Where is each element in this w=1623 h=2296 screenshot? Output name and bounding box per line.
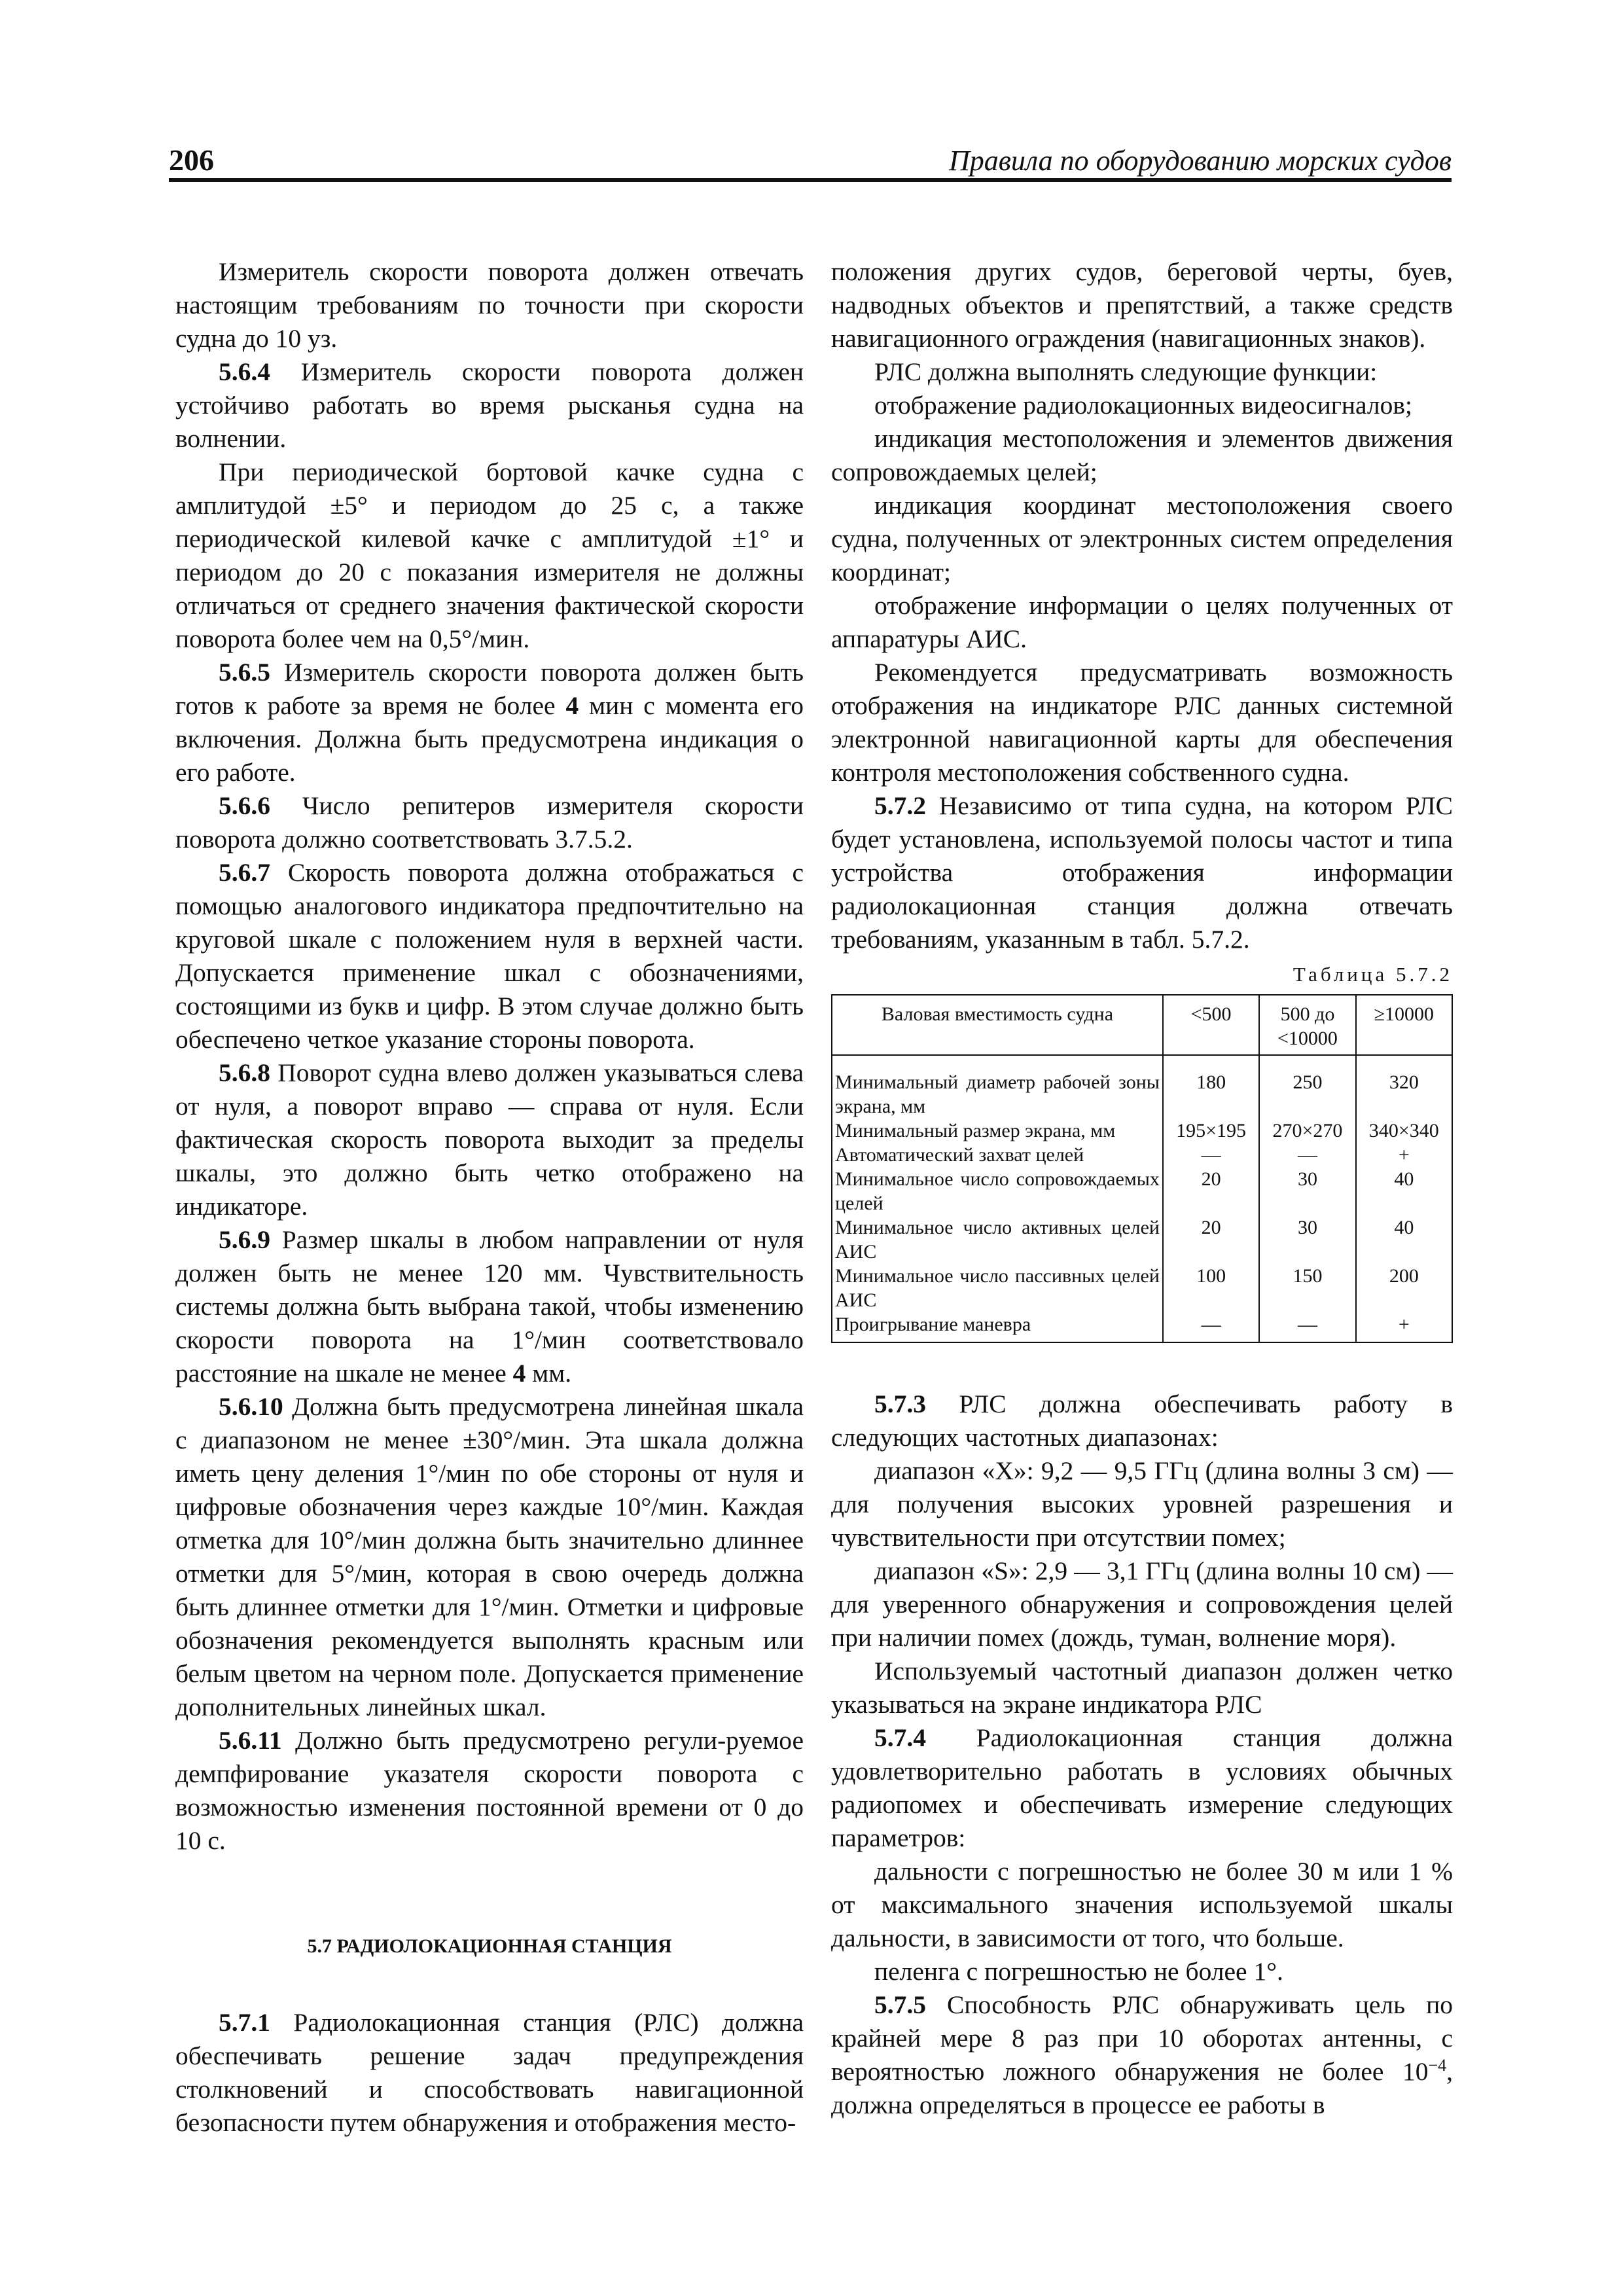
paragraph-text: Радиолокационная станция должна удовлетворительно работать в условиях обычных радиопомех и обеспечивать измерение следующих параметров:	[831, 1723, 1453, 1852]
list-item: отображение информации о целях полученных от аппаратуры АИС.	[831, 591, 1453, 653]
table-header-cell: ≥10000	[1356, 995, 1452, 1055]
list-item: диапазон «X»: 9,2 — 9,5 ГГц (длина волны 3 см) — для получения высоких уровней разрешения и чувствительности при отсутствии помех;	[831, 1456, 1453, 1552]
paragraph: Используемый частотный диапазон должен четко указываться на экране индикатора РЛС	[831, 1657, 1453, 1719]
paragraph-text: , должна определяться в процессе ее работы в	[831, 2057, 1453, 2119]
paragraph	[175, 856, 804, 1056]
table-row	[832, 1264, 1452, 1312]
list-item: диапазон «S»: 2,9 — 3,1 ГГц (длина волны 10 см) — для уверенного обнаружения и сопровождения целей при наличии помех (дождь, туман, волнение моря).	[831, 1556, 1453, 1652]
paragraph-text: Скорость поворота должна отображаться с помощью аналогового индикатора предпочтительно на круговой шкале с положением нуля в верхней части. Допускается применение шкал с обозначениями, состоящими из букв и цифр. В этом случае должно быть обеспечено четкое указание стороны поворота.	[175, 858, 804, 1054]
paragraph-text: Поворот судна влево должен указываться слева от нуля, а поворот вправо — справа от нуля. Если фактическая скорость поворота выходит за пределы шкалы, это должно быть четко отображено на индикаторе.	[175, 1058, 804, 1221]
paragraph-text: Измеритель скорости поворота должен устойчиво работать во время рысканья судна на волнении.	[175, 357, 804, 453]
table-cell: 250	[1259, 1055, 1355, 1119]
paragraph-text: Число репитеров измерителя скорости поворота должно соответствовать 3.7.5.2.	[175, 791, 804, 853]
paragraph	[831, 1388, 1453, 1454]
table-cell: 320	[1356, 1055, 1452, 1119]
clause-number: 5.6.6	[219, 791, 270, 820]
paragraph-text: Независимо от типа судна, на котором РЛС будет установлена, используемой полосы частот и типа устройства отображения информации радиолокационная станция должна отвечать требованиям, указанным в табл. 5.7.2.	[831, 791, 1453, 954]
paragraph	[175, 1724, 804, 1857]
paragraph: РЛС должна выполнять следующие функции:	[874, 357, 1378, 386]
clause-number: 5.6.11	[219, 1726, 282, 1755]
list-item: пеленга с погрешностью не более 1°.	[874, 1957, 1283, 1986]
section-title: 5.7 РАДИОЛОКАЦИОННАЯ СТАНЦИЯ	[307, 1935, 672, 1957]
clause-number: 5.7.4	[874, 1723, 926, 1752]
table-cell: —	[1163, 1312, 1259, 1342]
paragraph	[175, 1223, 804, 1390]
clause-number: 5.6.7	[219, 858, 270, 887]
table-cell: 20	[1163, 1167, 1259, 1215]
paragraph	[175, 656, 804, 789]
table-cell: 195×195	[1163, 1119, 1259, 1143]
paragraph-text: Должно быть предусмотрено регули-руемое демпфирование указателя скорости поворота с возможностью изменения постоянной времени от 0 до 10 с.	[175, 1726, 804, 1855]
clause-number: 5.7.3	[874, 1390, 926, 1418]
table-row	[832, 1055, 1452, 1119]
list-item: индикация координат местоположения своего судна, полученных от электронных систем определения координат;	[831, 491, 1453, 586]
table-header-cell: <500	[1163, 995, 1259, 1055]
paragraph: Измеритель скорости поворота должен отвечать настоящим требованиям по точности при скорости судна до 10 уз.	[175, 257, 804, 353]
table-cell: —	[1259, 1312, 1355, 1342]
table-row	[832, 1215, 1452, 1264]
paragraph-text: мм.	[526, 1359, 572, 1388]
table-cell: —	[1259, 1143, 1355, 1167]
clause-number: 5.7.5	[874, 1990, 926, 2019]
clause-number: 5.6.10	[219, 1392, 283, 1421]
clause-number: 5.7.2	[874, 791, 926, 820]
bold-value: 4	[512, 1359, 526, 1388]
table-row	[832, 1167, 1452, 1215]
table-cell: 30	[1259, 1215, 1355, 1264]
table-row	[832, 1312, 1452, 1342]
table-cell: Проигрывание маневра	[832, 1312, 1163, 1342]
paragraph	[175, 789, 804, 856]
table-cell: +	[1356, 1143, 1452, 1167]
list-item: дальности с погрешностью не более 30 м или 1 % от максимального значения используемой шкалы дальности, в зависимости от того, что больше.	[831, 1857, 1453, 1952]
table-cell: 30	[1259, 1167, 1355, 1215]
paragraph: Рекомендуется предусматривать возможность отображения на индикаторе РЛС данных системной электронной навигационной карты для обеспечения контроля местоположения собственного судна.	[831, 658, 1453, 787]
spec-table	[831, 994, 1453, 1343]
table-cell: Минимальное число сопровождаемых целей	[832, 1167, 1163, 1215]
paragraph	[831, 1721, 1453, 1855]
paragraph	[831, 789, 1453, 956]
running-title: Правила по оборудованию морских судов	[948, 145, 1452, 177]
list-item: индикация местоположения и элементов движения сопровождаемых целей;	[831, 424, 1453, 486]
paragraph-text: Должна быть предусмотрена линейная шкала с диапазоном не менее ±30°/мин. Эта шкала должна иметь цену деления 1°/мин по обе стороны от нуля и цифровые обозначения через каждые 10°/мин. Каждая отметка для 10°/мин должна быть значительно длиннее отметки для 5°/мин, которая в свою очередь должна быть длиннее отметки для 1°/мин. Отметки и цифровые обозначения рекомендуется выполнять красным или белым цветом на черном поле. Допускается применение дополнительных линейных шкал.	[175, 1392, 804, 1721]
header-rule	[169, 178, 1452, 182]
table-cell: 100	[1163, 1264, 1259, 1312]
table-cell: 40	[1356, 1167, 1452, 1215]
paragraph-text: мин с момента его включения. Должна быть предусмотрена индикация о его работе.	[175, 691, 804, 787]
table-header-cell: 500 до <10000	[1259, 995, 1355, 1055]
table-cell: 270×270	[1259, 1119, 1355, 1143]
table-cell: 340×340	[1356, 1119, 1452, 1143]
paragraph	[175, 1056, 804, 1223]
table-cell: —	[1163, 1143, 1259, 1167]
table-cell: 40	[1356, 1215, 1452, 1264]
table-cell: +	[1356, 1312, 1452, 1342]
table-cell: Минимальный диаметр рабочей зоны экрана, мм	[832, 1055, 1163, 1119]
table-row	[832, 1143, 1452, 1167]
table-cell: Минимальный размер экрана, мм	[832, 1119, 1163, 1143]
table-cell: 150	[1259, 1264, 1355, 1312]
clause-number: 5.6.8	[219, 1058, 270, 1087]
clause-number: 5.6.5	[219, 658, 270, 687]
left-column	[175, 255, 804, 2140]
paragraph	[175, 355, 804, 456]
page-number: 206	[169, 143, 214, 177]
paragraph-text: РЛС должна обеспечивать работу в следующих частотных диапазонах:	[831, 1390, 1453, 1452]
right-column	[831, 255, 1453, 2122]
exponent: −4	[1428, 2055, 1447, 2075]
clause-number: 5.6.9	[219, 1225, 270, 1254]
table-caption: Таблица 5.7.2	[1293, 963, 1453, 986]
paragraph-text: Способность РЛС обнаруживать цель по крайней мере 8 раз при 10 оборотах антенны, с вероятностью ложного обнаружения не более 10	[831, 1990, 1453, 2086]
paragraph-text: Измеритель скорости поворота должен быть готов к работе за время не более	[175, 658, 804, 720]
table-row	[832, 1119, 1452, 1143]
table-cell: 20	[1163, 1215, 1259, 1264]
table-cell: 180	[1163, 1055, 1259, 1119]
paragraph: При периодической бортовой качке судна с амплитудой ±5° и периодом до 25 с, а также периодической килевой качке с амплитудой ±1° и периодом до 20 с показания измерителя не должны отличаться от среднего значения фактической скорости поворота более чем на 0,5°/мин.	[175, 457, 804, 653]
bold-value: 4	[565, 691, 579, 720]
clause-number: 5.7.1	[219, 2008, 270, 2037]
paragraph: положения других судов, береговой черты, буев, надводных объектов и препятствий, а также средств навигационного ограждения (навигационных знаков).	[831, 257, 1453, 353]
table-header-cell: Валовая вместимость судна	[832, 995, 1163, 1055]
table-cell: 200	[1356, 1264, 1452, 1312]
paragraph-text: Размер шкалы в любом направлении от нуля должен быть не менее 120 мм. Чувствительность системы должна быть выбрана такой, чтобы изменению скорости поворота на 1°/мин соответствовало расстояние на шкале не менее	[175, 1225, 804, 1388]
table-cell: Минимальное число пассивных целей АИС	[832, 1264, 1163, 1312]
table-cell: Минимальное число активных целей АИС	[832, 1215, 1163, 1264]
paragraph	[831, 1988, 1453, 2122]
table-header-row	[832, 995, 1452, 1055]
clause-number: 5.6.4	[219, 357, 270, 386]
paragraph	[175, 2006, 804, 2140]
paragraph	[175, 1390, 804, 1724]
list-item: отображение радиолокационных видеосигналов;	[874, 391, 1413, 420]
paragraph-text: Радиолокационная станция (РЛС) должна обеспечивать решение задач предупреждения столкновений и способствовать навигационной безопасности путем обнаружения и отображения место-	[175, 2008, 804, 2137]
table-cell: Автоматический захват целей	[832, 1143, 1163, 1167]
